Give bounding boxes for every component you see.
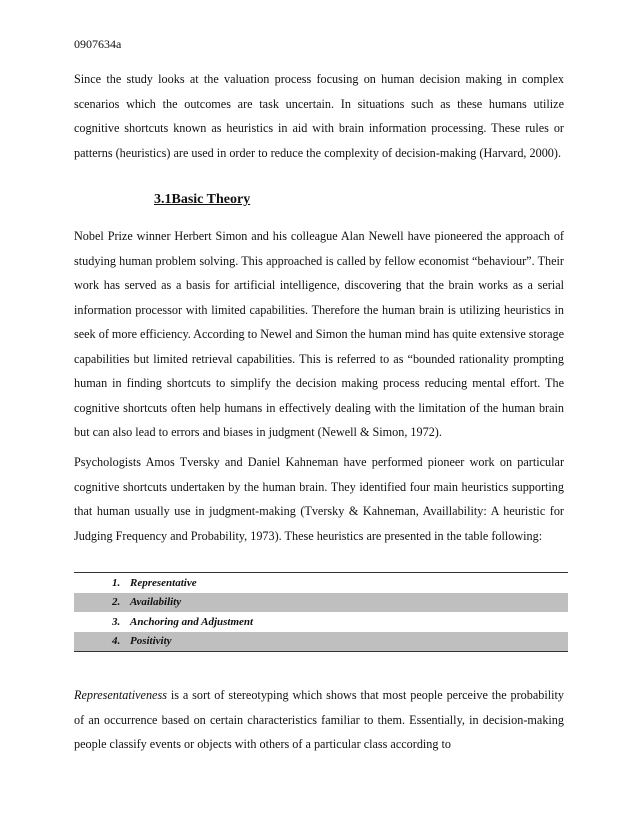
table-row (74, 612, 568, 632)
basic-theory-paragraph: Nobel Prize winner Herbert Simon and his colleague Alan Newell have pioneered the approach of studying human problem solving. This approached is called by fellow economist “behaviour”. Their work has served as a basis for artificial intelligence, discovering that the brain works as a serial information processor with limited capabilities. Therefore the human brain is utilizing heuristics in seek of more efficiency. According to Newel and Simon the human mind has quite extensive storage capabilities but limited retrieval capabilities. This is referred to as “bounded rationality prompting human in finding shortcuts to simplify the decision making process reducing mental effort. The cognitive shortcuts often help humans in effectively dealing with the limitation of the human brain but can also lead to errors and biases in judgment (Newell & Simon, 1972). (74, 229, 564, 439)
intro-paragraph: Since the study looks at the valuation process focusing on human decision making in complex scenarios which the outcomes are task uncertain. In situations such as these humans utilize cognitive shortcuts known as heuristics in aid with brain information processing. These rules or patterns (heuristics) are used in order to reduce the complexity of decision-making (Harvard, 2000). (74, 72, 564, 160)
heuristic-label: Positivity (130, 635, 172, 648)
table-row (74, 593, 568, 613)
representativeness-text: is a sort of stereotyping which shows that most people perceive the probability of an occurrence based on certain characteristics familiar to them. Essentially, in decision-making people classify events or objects with others of a particular class according to (74, 688, 564, 751)
document-id: 0907634a (74, 37, 122, 51)
row-number: 1. (112, 576, 121, 589)
representativeness-term: Representativeness (74, 688, 167, 702)
row-number: 2. (112, 596, 121, 609)
representativeness-paragraph (74, 683, 564, 757)
heuristic-label: Availability (130, 596, 182, 609)
heuristic-label: Anchoring and Adjustment (130, 615, 254, 628)
heuristics-table (74, 572, 568, 652)
table-row (74, 632, 568, 652)
row-number: 4. (112, 635, 121, 648)
heuristic-label: Representative (130, 576, 197, 589)
row-number: 3. (112, 615, 121, 628)
section-heading: 3.1Basic Theory (154, 192, 251, 207)
table-row (74, 573, 568, 593)
tversky-kahneman-paragraph: Psychologists Amos Tversky and Daniel Kahneman have performed pioneer work on particular cognitive shortcuts undertaken by the human brain. They identified four main heuristics supporting that human usually use in judgment-making (Tversky & Kahneman, Availlability: A heuristic for Judging Frequency and Probability, 1973). These heuristics are presented in the table following: (74, 455, 564, 543)
